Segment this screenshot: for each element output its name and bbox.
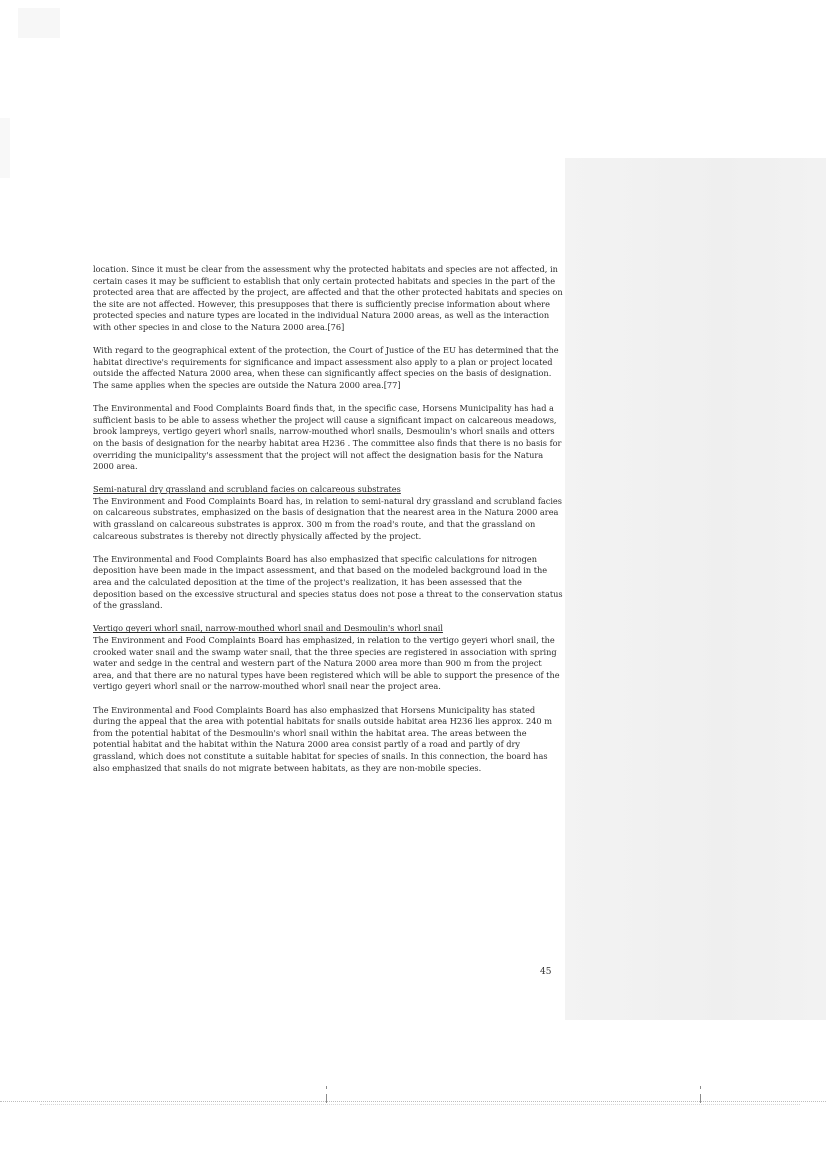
paragraph: The Environmental and Food Complaints Board finds that, in the specific case, Horsens Municipality has had a sufficient basis to be able to assess whether the project will cause a significant impact on calcareous meadows, brook lampreys, vertigo geyeri whorl snails, narrow-mouthed whorl snails, Desmoulin's whorl snails and otters on the basis of designation for the nearby habitat area H236 . The committee also finds that there is no basis for overriding the municipality's assessment that the project will not affect the designation basis for the Natura 2000 area. [93, 403, 562, 472]
section-heading: Vertigo geyeri whorl snail, narrow-mouthed whorl snail and Desmoulin's whorl snail [93, 623, 443, 634]
paragraph: The Environment and Food Complaints Board has, in relation to semi-natural dry grassland and scrubland facies on calcareous substrates, emphasized on the basis of designation that the nearest area in the Natura 2000 area with grassland on calcareous substrates is approx. 300 m from the road's route, and that the grassland on calcareous substrates is thereby not directly physically affected by the project. [93, 495, 562, 541]
paragraph: location. Since it must be clear from the assessment why the protected habitats and species are not affected, in certain cases it may be sufficient to establish that only certain protected habitats and species in the part of the protected area that are affected by the project, are affected and that the other protected habitats and species on the site are not affected. However, this presupposes that there is sufficiently precise information about where protected species and nature types are located in the individual Natura 2000 areas, as well as the interaction with other species in and close to the Natura 2000 area.[76] [93, 264, 563, 332]
document-body [93, 264, 563, 786]
paragraph: The Environmental and Food Complaints Board has also emphasized that Horsens Municipality has stated during the appeal that the area with potential habitats for snails outside habitat area H236 lies approx. 240 m from the potential habitat of the Desmoulin's whorl snail within the habitat area. The areas between the potential habitat and the habitat within the Natura 2000 area consist partly of a road and partly of dry grassland, which does not constitute a suitable habitat for species of snails. In this connection, the board has also emphasized that snails do not migrate between habitats, as they are non-mobile species. [93, 704, 552, 773]
scan-tick-mark [700, 1094, 701, 1103]
scan-line [40, 1104, 800, 1105]
paragraph: The Environmental and Food Complaints Board has also emphasized that specific calculations for nitrogen deposition have been made in the impact assessment, and that based on the modeled background load in the area and the calculated deposition at the time of the project's realization, it has been assessed that the deposition based on the excessive structural and species status does not pose a threat to the conservation status of the grassland. [93, 553, 563, 611]
scan-artifact [18, 8, 60, 38]
section-grassland [93, 484, 563, 542]
scan-tick-mark [700, 1086, 701, 1089]
scan-line [0, 1101, 826, 1102]
section-snails [93, 623, 563, 693]
scan-tick-mark [326, 1094, 327, 1103]
paragraph: The Environment and Food Complaints Board has emphasized, in relation to the vertigo geyeri whorl snail, the crooked water snail and the swamp water snail, that the three species are registered in association with spring water and sedge in the central and western part of the Natura 2000 area more than 900 m from the project area, and that there are no natural types have been registered which will be able to support the presence of the vertigo geyeri whorl snail or the narrow-mouthed whorl snail near the project area. [93, 635, 560, 692]
scan-tick-mark [326, 1086, 327, 1089]
scan-artifact [0, 118, 10, 178]
page-number: 45 [540, 967, 552, 977]
section-heading: Semi-natural dry grassland and scrubland facies on calcareous substrates [93, 484, 401, 495]
scan-shadow [565, 158, 826, 1020]
paragraph: With regard to the geographical extent of the protection, the Court of Justice of the EU has determined that the habitat directive's requirements for significance and impact assessment also apply to a plan or project located outside the affected Natura 2000 area, when these can significantly affect species on the basis of designation. The same applies when the species are outside the Natura 2000 area.[77] [93, 345, 559, 390]
